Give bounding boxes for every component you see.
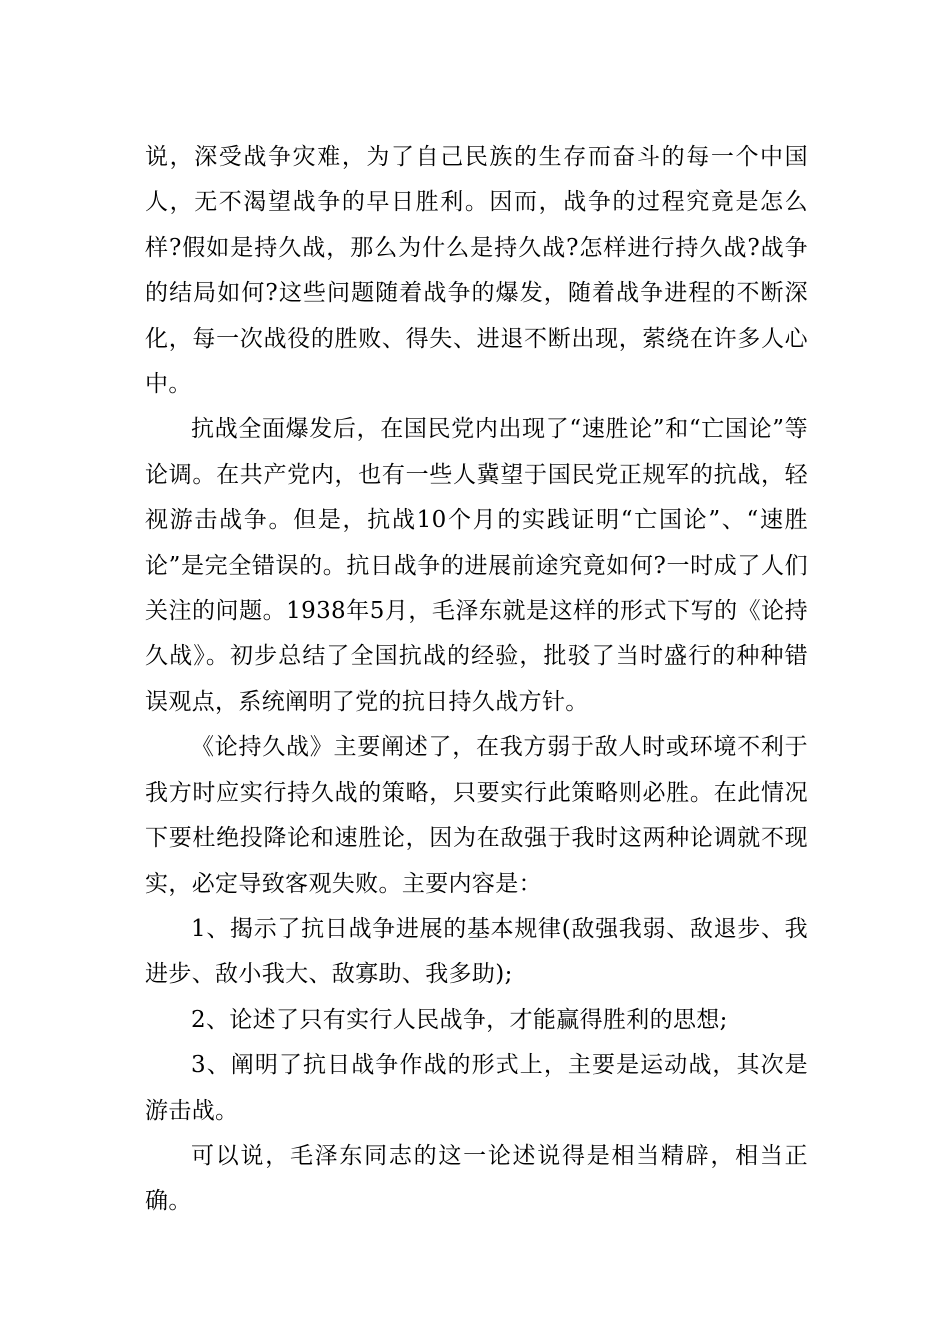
paragraph-3: 《论持久战》主要阐述了，在我方弱于敌人时或环境不利于我方时应实行持久战的策略，只要实行此策略则必胜。在此情况下要杜绝投降论和速胜论，因为在敌强于我时这两种论调就不现实，必定导致客观失败。主要内容是：: [145, 734, 808, 897]
list-item-1: 1、揭示了抗日战争进展的基本规律(敌强我弱、敌退步、我进步、敌小我大、敌寡助、我多助);: [145, 915, 808, 988]
paragraph-2: 抗战全面爆发后，在国民党内出现了“速胜论”和“亡国论”等论调。在共产党内，也有一些人冀望于国民党正规军的抗战，轻视游击战争。但是，抗战10个月的实践证明“亡国论”、“速胜论”是完全错误的。抗日战争的进展前途究竟如何?一时成了人们关注的问题。1938年5月，毛泽东就是这样的形式下写的《论持久战》。初步总结了全国抗战的经验，批驳了当时盛行的种种错误观点，系统阐明了党的抗日持久战方针。: [145, 416, 808, 715]
list-item-2: 2、论述了只有实行人民战争，才能赢得胜利的思想;: [191, 1006, 728, 1033]
document-body: [145, 135, 808, 1225]
list-item-3: 3、阐明了抗日战争作战的形式上，主要是运动战，其次是游击战。: [145, 1052, 808, 1124]
paragraph-1: 说，深受战争灾难，为了自己民族的生存而奋斗的每一个中国人，无不渴望战争的早日胜利。因而，战争的过程究竟是怎么样?假如是持久战，那么为什么是持久战?怎样进行持久战?战争的结局如何?这些问题随着战争的爆发，随着战争进程的不断深化，每一次战役的胜败、得失、进退不断出现，萦绕在许多人心中。: [145, 144, 808, 398]
paragraph-conclusion: 可以说，毛泽东同志的这一论述说得是相当精辟，相当正确。: [145, 1142, 808, 1215]
